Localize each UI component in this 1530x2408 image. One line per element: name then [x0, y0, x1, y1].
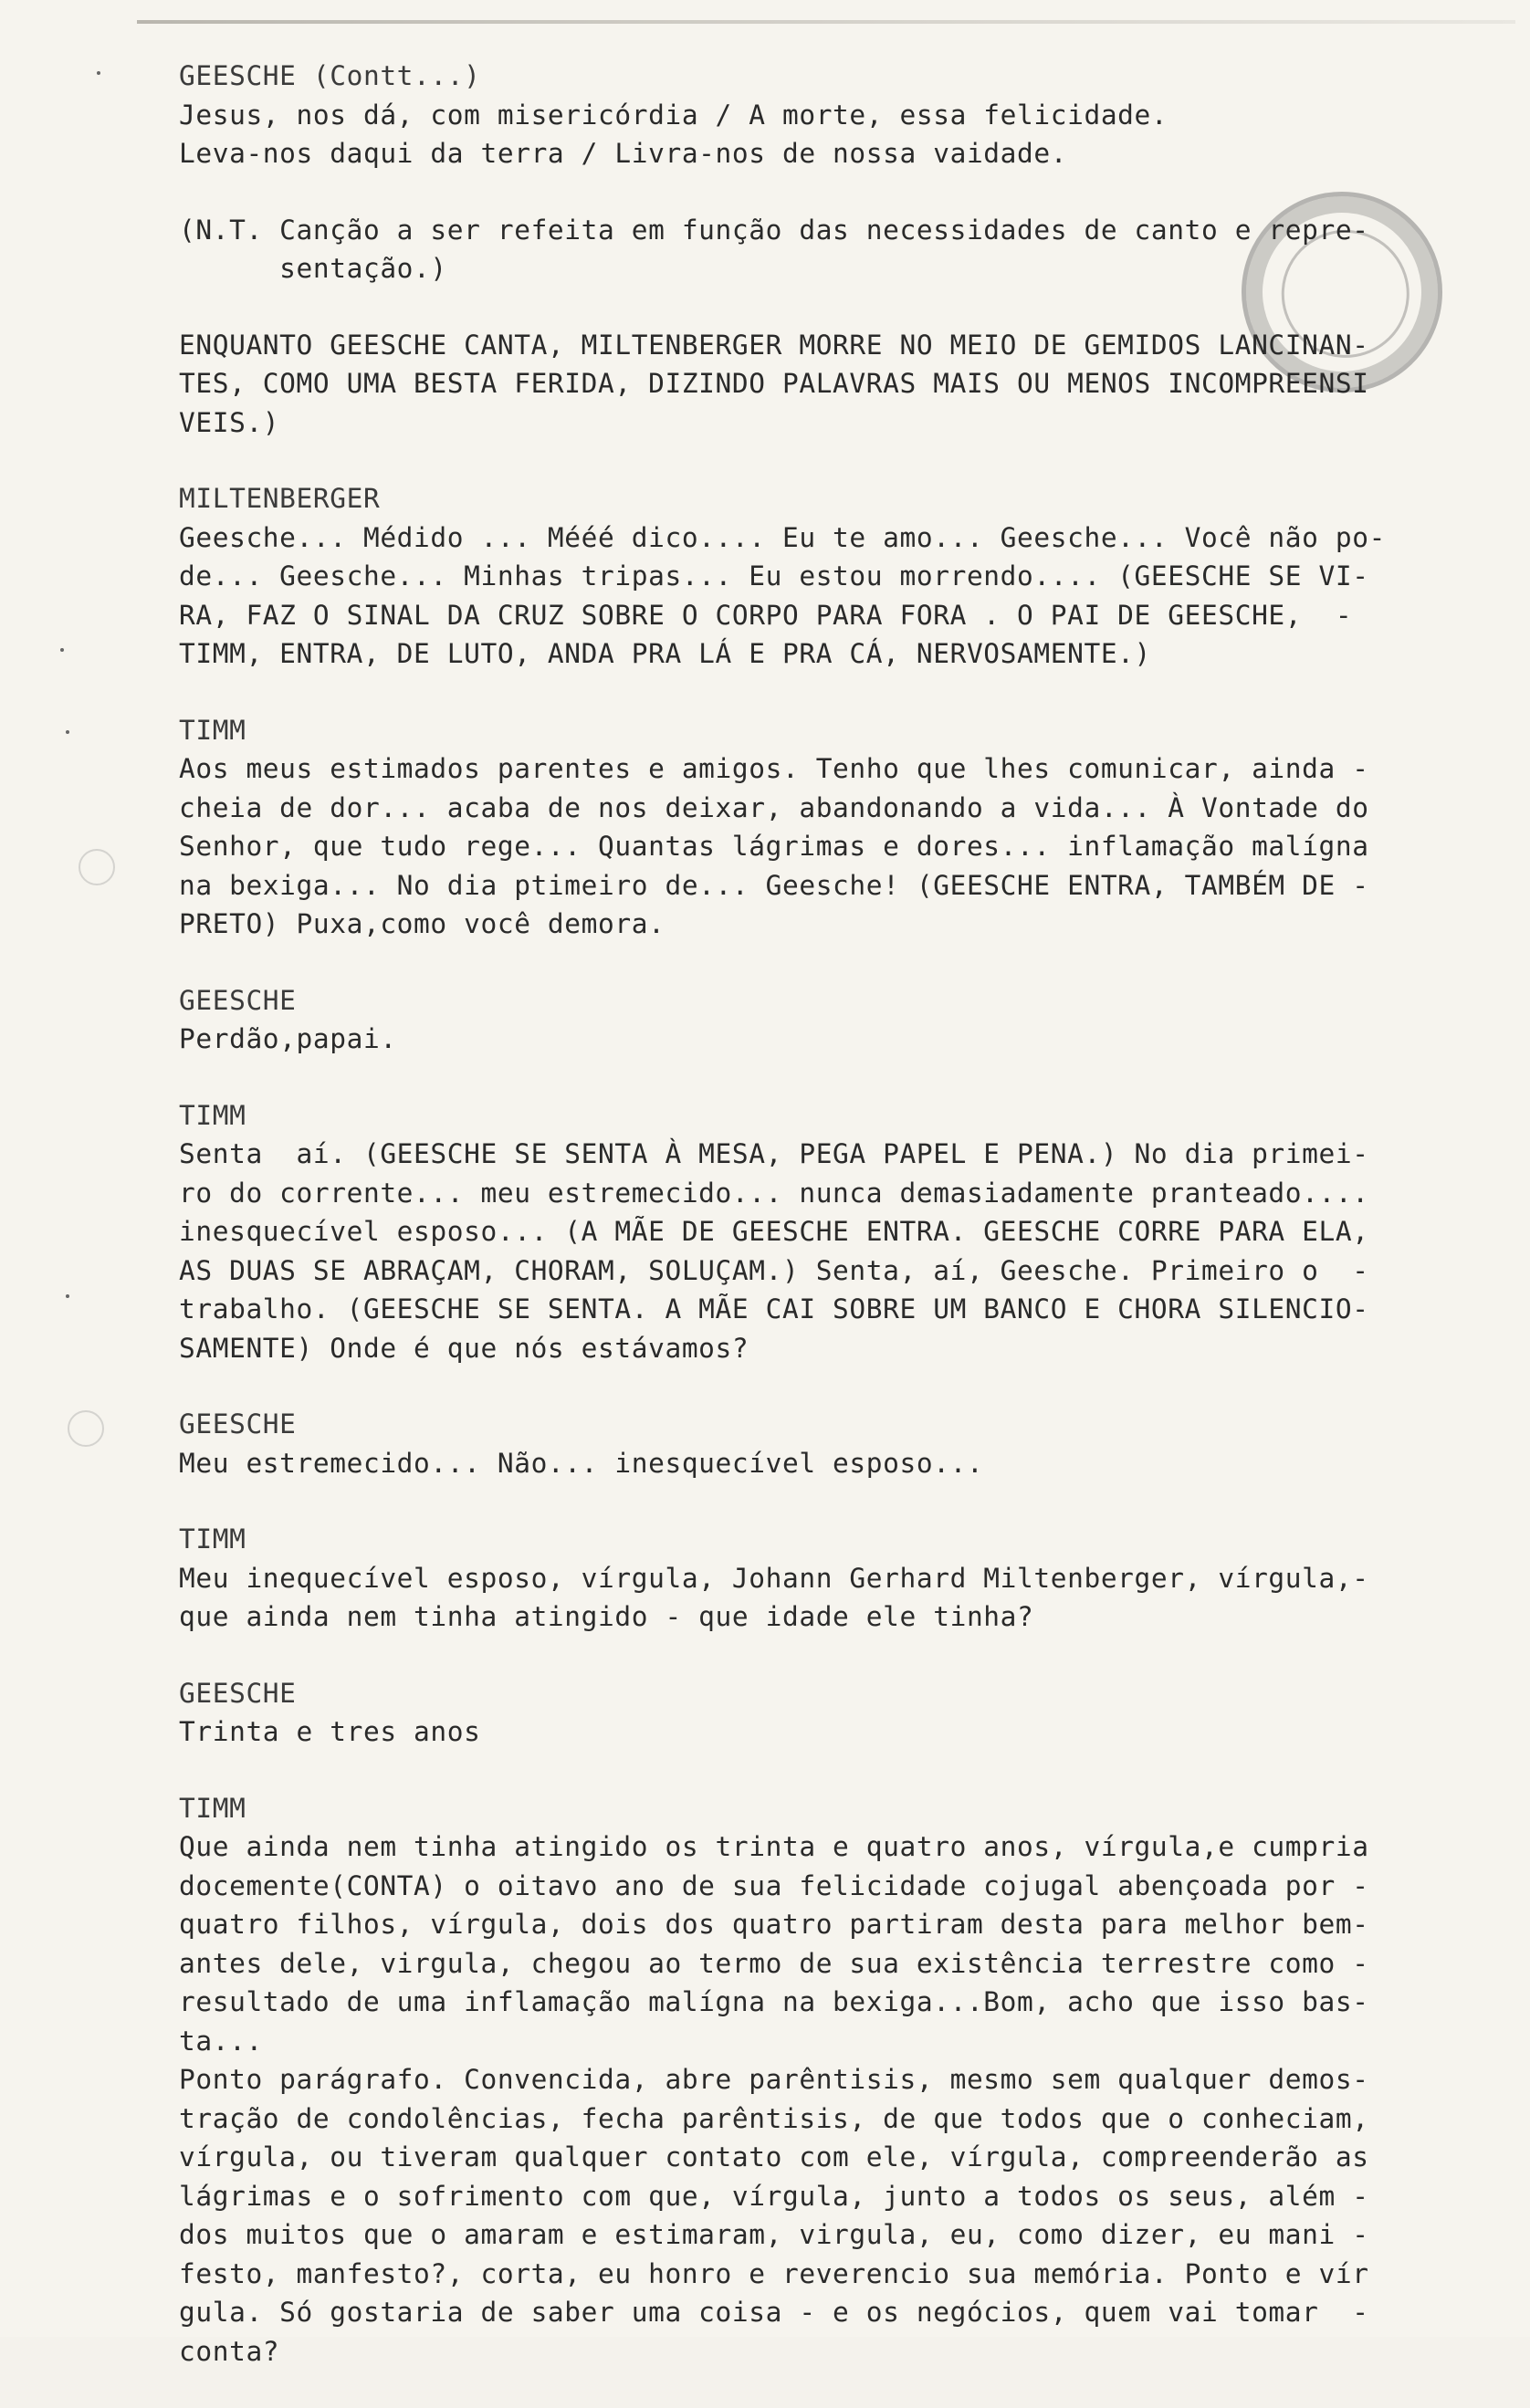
dialogue-line: gula. Só gostaria de saber uma coisa - e os negócios, quem vai tomar -: [179, 2297, 1369, 2328]
speaker-name: TIMM: [179, 1099, 246, 1131]
script-block: [179, 479, 1493, 674]
dialogue-line: Ponto parágrafo. Convencida, abre parêntisis, mesmo sem qualquer demos-: [179, 2064, 1369, 2095]
dialogue-line: AS DUAS SE ABRAÇAM, CHORAM, SOLUÇAM.) Senta, aí, Geesche. Primeiro o -: [179, 1254, 1369, 1286]
dialogue-line: Senhor, que tudo rege... Quantas lágrimas e dores... inflamação malígna: [179, 831, 1369, 862]
dialogue-line: (N.T. Canção a ser refeita em função das necessidades de canto e repre-: [179, 214, 1369, 246]
speaker-name: GEESCHE: [179, 984, 297, 1016]
dialogue-line: VEIS.): [179, 406, 280, 438]
dialogue-line: ro do corrente... meu estremecido... nunca demasiadamente pranteado....: [179, 1177, 1369, 1209]
script-block: [179, 981, 1493, 1059]
dialogue-line: sentação.): [179, 253, 447, 284]
dialogue-line: festo, manfesto?, corta, eu honro e reverencio sua memória. Ponto e vír: [179, 2257, 1369, 2289]
ink-speck: [97, 71, 100, 75]
script-block: [179, 1096, 1493, 1368]
ink-speck: [66, 730, 69, 734]
speaker-name: MILTENBERGER: [179, 483, 381, 514]
dialogue-line: docemente(CONTA) o oitavo ano de sua felicidade cojugal abençoada por -: [179, 1869, 1369, 1901]
dialogue-line: lágrimas e o sofrimento com que, vírgula, junto a todos os seus, além -: [179, 2180, 1369, 2212]
punch-hole-icon: [79, 849, 115, 885]
dialogue-line: resultado de uma inflamação malígna na bexiga...Bom, acho que isso bas-: [179, 1986, 1369, 2017]
dialogue-line: RA, FAZ O SINAL DA CRUZ SOBRE O CORPO PARA FORA . O PAI DE GEESCHE, -: [179, 599, 1353, 631]
script-block: [179, 1789, 1493, 2371]
dialogue-line: antes dele, virgula, chegou ao termo de sua existência terrestre como -: [179, 1947, 1369, 1979]
script-block: [179, 1520, 1493, 1637]
dialogue-line: dos muitos que o amaram e estimaram, virgula, eu, como dizer, eu mani -: [179, 2219, 1369, 2250]
dialogue-line: que ainda nem tinha atingido - que idade ele tinha?: [179, 1601, 1034, 1632]
script-block: [179, 211, 1493, 288]
dialogue-line: TIMM, ENTRA, DE LUTO, ANDA PRA LÁ E PRA CÁ, NERVOSAMENTE.): [179, 638, 1151, 669]
speaker-name: TIMM: [179, 1523, 246, 1555]
dialogue-line: PRETO) Puxa,como você demora.: [179, 908, 665, 939]
dialogue-line: Leva-nos daqui da terra / Livra-nos de nossa vaidade.: [179, 138, 1068, 169]
dialogue-line: Que ainda nem tinha atingido os trinta e quatro anos, vírgula,e cumpria: [179, 1831, 1369, 1862]
dialogue-line: de... Geesche... Minhas tripas... Eu estou morrendo.... (GEESCHE SE VI-: [179, 560, 1369, 592]
dialogue-line: quatro filhos, vírgula, dois dos quatro partiram desta para melhor bem-: [179, 1909, 1369, 1940]
script-block: [179, 1405, 1493, 1482]
dialogue-line: ta...: [179, 2025, 263, 2057]
dialogue-line: Jesus, nos dá, com misericórdia / A morte, essa felicidade.: [179, 99, 1168, 131]
dialogue-line: Trinta e tres anos: [179, 1716, 481, 1747]
dialogue-line: Aos meus estimados parentes e amigos. Tenho que lhes comunicar, ainda -: [179, 753, 1369, 784]
speaker-name: TIMM: [179, 714, 246, 746]
punch-hole-icon: [68, 1410, 104, 1447]
dialogue-line: vírgula, ou tiveram qualquer contato com ele, vírgula, compreenderão as: [179, 2141, 1369, 2172]
dialogue-line: ENQUANTO GEESCHE CANTA, MILTENBERGER MORRE NO MEIO DE GEMIDOS LANCINAN-: [179, 329, 1369, 361]
script-block: [179, 57, 1493, 173]
ink-speck: [66, 1294, 69, 1298]
dialogue-line: Senta aí. (GEESCHE SE SENTA À MESA, PEGA PAPEL E PENA.) No dia primei-: [179, 1138, 1369, 1169]
ink-speck: [60, 648, 64, 652]
dialogue-line: na bexiga... No dia ptimeiro de... Geesche! (GEESCHE ENTRA, TAMBÉM DE -: [179, 869, 1369, 901]
dialogue-line: Perdão,papai.: [179, 1023, 397, 1054]
speaker-name: GEESCHE: [179, 1408, 297, 1440]
script-block: [179, 711, 1493, 944]
dialogue-line: Meu estremecido... Não... inesquecível esposo...: [179, 1447, 984, 1479]
script-block: [179, 1674, 1493, 1752]
dialogue-line: tração de condolências, fecha parêntisis, de que todos que o conheciam,: [179, 2102, 1369, 2134]
dialogue-line: TES, COMO UMA BESTA FERIDA, DIZINDO PALAVRAS MAIS OU MENOS INCOMPREENSI: [179, 368, 1369, 399]
speaker-name: GEESCHE (Contt...): [179, 60, 481, 91]
script-body: [179, 57, 1493, 2408]
dialogue-line: Geesche... Médido ... Mééé dico.... Eu te amo... Geesche... Você não po-: [179, 521, 1386, 553]
dialogue-line: trabalho. (GEESCHE SE SENTA. A MÃE CAI SOBRE UM BANCO E CHORA SILENCIO-: [179, 1293, 1369, 1324]
dialogue-line: Meu inequecível esposo, vírgula, Johann Gerhard Miltenberger, vírgula,-: [179, 1562, 1369, 1594]
top-edge-rule: [137, 20, 1515, 24]
speaker-name: GEESCHE: [179, 1677, 297, 1709]
dialogue-line: cheia de dor... acaba de nos deixar, abandonando a vida... À Vontade do: [179, 791, 1369, 823]
dialogue-line: inesquecível esposo... (A MÃE DE GEESCHE ENTRA. GEESCHE CORRE PARA ELA,: [179, 1216, 1369, 1247]
dialogue-line: SAMENTE) Onde é que nós estávamos?: [179, 1332, 749, 1364]
script-block: [179, 326, 1493, 443]
speaker-name: TIMM: [179, 1792, 246, 1824]
dialogue-line: conta?: [179, 2335, 280, 2367]
